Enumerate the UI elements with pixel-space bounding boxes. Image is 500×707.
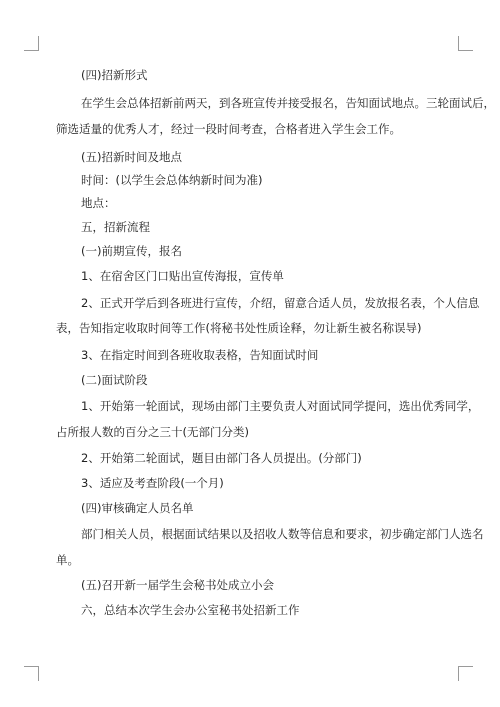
list-item: 1、开始第一轮面试，现场由部门主要负责人对面试同学提问，选出优秀同学， <box>81 399 480 413</box>
section-heading-time-place: (五)招新时间及地点 <box>81 150 182 164</box>
section-heading-process: 五，招新流程 <box>81 220 150 234</box>
paragraph-line-continued: 单。 <box>56 553 79 567</box>
list-item: 3、适应及考查阶段(一个月) <box>81 476 224 490</box>
list-item: 3、在指定时间到各班收取表格，告知面试时间 <box>81 348 319 362</box>
subheading-publicity: (一)前期宣传，报名 <box>81 244 182 258</box>
time-line: 时间：(以学生会总体纳新时间为准) <box>81 173 263 187</box>
paragraph-line: 部门相关人员，根据面试结果以及招收人数等信息和要求，初步确定部门人选名 <box>81 527 484 541</box>
list-item-continued: 占所报人数的百分之三十(无部门分类) <box>56 425 249 439</box>
margin-corner-top-left <box>24 36 39 51</box>
paragraph-line: 筛选适量的优秀人才，经过一段时间考查，合格者进入学生会工作。 <box>56 122 401 136</box>
paragraph-line: 在学生会总体招新前两天，到各班宣传并接受报名，告知面试地点。三轮面试后， <box>81 96 495 110</box>
subheading-meeting: (五)召开新一届学生会秘书处成立小会 <box>81 578 274 592</box>
subheading-interview: (二)面试阶段 <box>81 373 148 387</box>
margin-corner-bottom-right <box>458 666 473 681</box>
list-item: 2、正式开学后到各班进行宣传，介绍，留意合适人员，发放报名表，个人信息 <box>81 296 480 310</box>
list-item: 1、在宿舍区门口贴出宣传海报，宣传单 <box>81 269 284 283</box>
list-item-continued: 表，告知指定收取时间等工作(将秘书处性质诠释，勿让新生被名称误导) <box>56 321 422 335</box>
section-heading-recruit-form: (四)招新形式 <box>81 68 148 82</box>
section-heading-summary: 六，总结本次学生会办公室秘书处招新工作 <box>81 603 300 617</box>
subheading-review: (四)审核确定人员名单 <box>81 501 194 515</box>
list-item: 2、开始第二轮面试，题目由部门各人员提出。(分部门) <box>81 451 362 465</box>
margin-corner-bottom-left <box>24 666 39 681</box>
place-line: 地点： <box>81 196 116 210</box>
margin-corner-top-right <box>458 36 473 51</box>
